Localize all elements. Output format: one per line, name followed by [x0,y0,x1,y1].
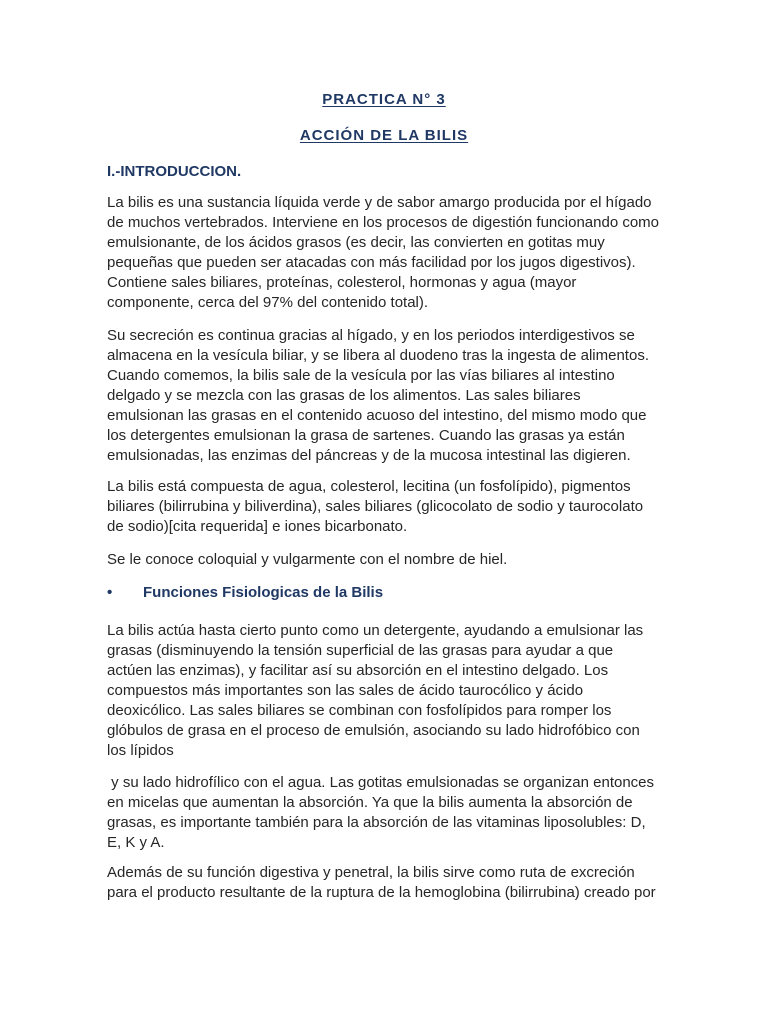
paragraph-line: delgado y se mezcla con las grasas de los alimentos. Las sales biliares [107,387,581,404]
document-title-text: PRACTICA N° 3 [322,91,446,108]
paragraph-line: actúen las enzimas), y facilitar así su absorción en el intestino delgado. Los [107,662,609,679]
paragraph-line: de muchos vertebrados. Interviene en los procesos de digestión funcionando como [107,214,660,231]
document-subtitle-text: ACCIÓN DE LA BILIS [299,127,469,144]
paragraph-line: biliares (bilirrubina y biliverdina), sales biliares (glicocolato de sodio y taurocolato [107,498,644,515]
paragraph-line: en micelas que aumentan la absorción. Ya que la bilis aumenta la absorción de [107,794,633,811]
paragraph-line: E, K y A. [107,834,165,851]
section-heading: I.-INTRODUCCION. [107,163,242,180]
paragraph-line: La bilis actúa hasta cierto punto como un detergente, ayudando a emulsionar las [107,622,644,639]
paragraph-line: y su lado hidrofílico con el agua. Las gotitas emulsionadas se organizan entonces [107,774,655,791]
paragraph-line: Cuando comemos, la bilis sale de la vesícula por las vías biliares al intestino [107,367,615,384]
paragraph-line: Además de su función digestiva y penetral, la bilis sirve como ruta de excreción [107,864,635,881]
intro-paragraph-3 [107,477,643,537]
paragraph-line: deoxicólico. Las sales biliares se combinan con fosfolípidos para romper los [107,702,612,719]
paragraph-line: pequeñas que pueden ser atacadas con más facilidad por los jugos digestivos). [107,254,636,271]
paragraph-line: glóbulos de grasa en el proceso de emulsión, asociando su lado hidrofóbico con [107,722,640,739]
paragraph-line: Se le conoce coloquial y vulgarmente con el nombre de hiel. [107,551,508,568]
intro-paragraph-1 [107,193,659,313]
paragraph-line: grasas (disminuyendo la tensión superficial de las grasas para ayudar a que [107,642,614,659]
paragraph-line: componente, cerca del 97% del contenido total). [107,294,429,311]
intro-paragraph-4 [107,550,507,570]
document-subtitle [0,126,768,146]
paragraph-line: grasas, es importante también para la absorción de las vitaminas liposolubles: D, [107,814,646,831]
paragraph-line: los detergentes emulsionan la grasa de sartenes. Cuando las grasas ya están [107,427,625,444]
paragraph-line: La bilis está compuesta de agua, colesterol, lecitina (un fosfolípido), pigmentos [107,478,631,495]
intro-paragraph-2 [107,326,649,466]
paragraph-line: de sodio)[cita requerida] e iones bicarbonato. [107,518,408,535]
paragraph-line: emulsionante, de los ácidos grasos (es decir, las convierten en gotitas muy [107,234,605,251]
paragraph-line: compuestos más importantes son las sales de ácido taurocólico y ácido [107,682,584,699]
paragraph-line: emulsionadas, las enzimas del páncreas y de la mucosa intestinal las digieren. [107,447,631,464]
functions-paragraph-3 [107,863,656,903]
paragraph-line: Su secreción es continua gracias al hígado, y en los periodos interdigestivos se [107,327,635,344]
functions-paragraph-1 [107,621,643,761]
paragraph-line: emulsionan las grasas en el contenido acuoso del intestino, del mismo modo que [107,407,647,424]
functions-paragraph-2 [107,773,654,853]
paragraph-line: almacena en la vesícula biliar, y se libera al duodeno tras la ingesta de alimentos. [107,347,649,364]
paragraph-line: La bilis es una sustancia líquida verde y de sabor amargo producida por el hígado [107,194,652,211]
bullet-heading-text: Funciones Fisiologicas de la Bilis [143,584,384,601]
bullet-icon: • [107,584,113,601]
paragraph-line: los lípidos [107,742,174,759]
paragraph-line: Contiene sales biliares, proteínas, colesterol, hormonas y agua (mayor [107,274,577,291]
paragraph-line: para el producto resultante de la ruptura de la hemoglobina (bilirrubina) creado por [107,884,656,901]
document-title [0,90,768,110]
